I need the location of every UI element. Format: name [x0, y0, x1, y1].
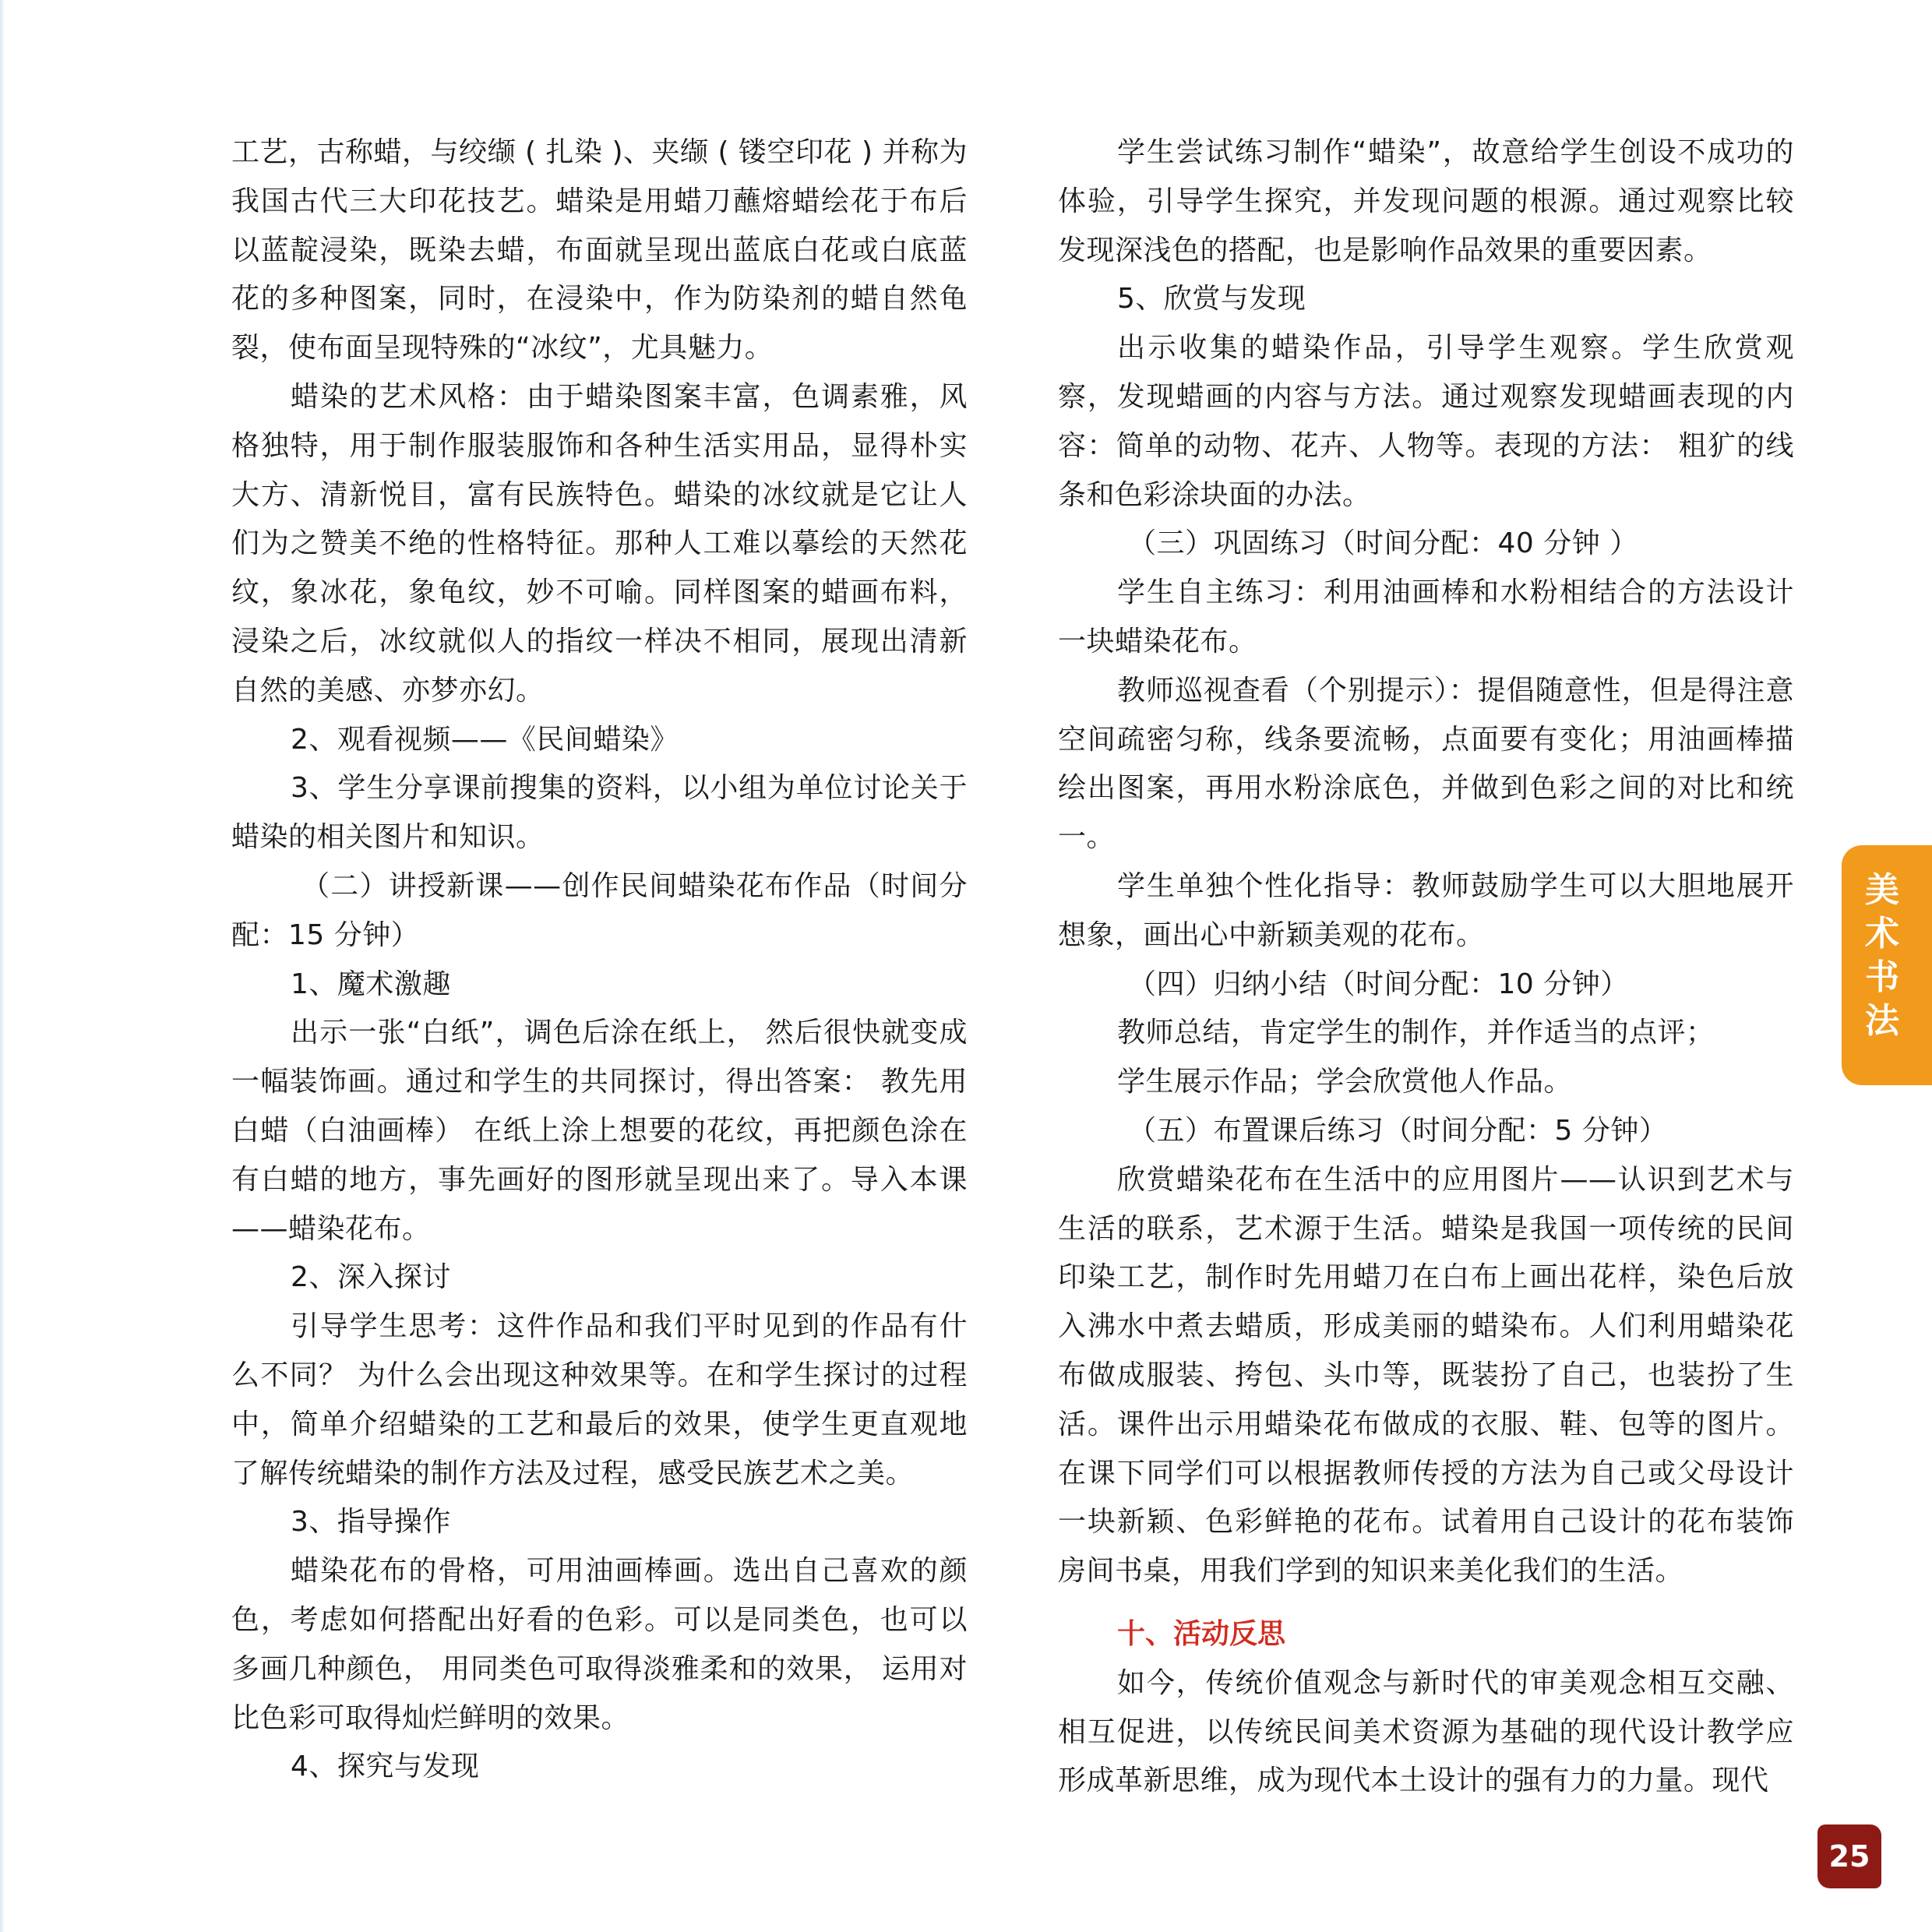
paragraph: 学生展示作品；学会欣赏他人作品。: [1117, 1066, 1573, 1098]
section-heading: （三）巩固练习（时间分配：40 分钟 ）: [1128, 527, 1638, 560]
section-item: 2、观看视频——《民间蜡染》: [291, 723, 679, 756]
paragraph: 教师巡视查看（个别提示）：提倡随意性，但是得注意空间疏密匀称，线条要流畅，点面要有变化；用油画棒描绘出图案，再用水粉涂底色，并做到色彩之间的对比和统一。: [1058, 674, 1794, 854]
paragraph: 蜡染花布的骨格，可用油画棒画。选出自己喜欢的颜色，考虑如何搭配出好看的色彩。可以是同类色，也可以多画几种颜色， 用同类色可取得淡雅柔和的效果， 运用对比色彩可取得灿烂鲜明的效果。: [231, 1555, 968, 1734]
paragraph: 欣赏蜡染花布在生活中的应用图片——认识到艺术与生活的联系，艺术源于生活。蜡染是我国一项传统的民间印染工艺，制作时先用蜡刀在白布上画出花样，染色后放入沸水中煮去蜡质，形成美丽的蜡染布。人们利用蜡染花布做成服装、挎包、头巾等，既装扮了自己，也装扮了生活。课件出示用蜡染花布做成的衣服、鞋、包等的图片。在课下同学们可以根据教师传授的方法为自己或父母设计一块新颖、色彩鲜艳的花布。试着用自己设计的花布装饰房间书桌，用我们学到的知识来美化我们的生活。: [1058, 1163, 1794, 1588]
tab-char: 法: [1865, 1001, 1899, 1041]
paragraph: 出示收集的蜡染作品，引导学生观察。学生欣赏观察，发现蜡画的内容与方法。通过观察发现蜡画表现的内容：简单的动物、花卉、人物等。表现的方法： 粗犷的线条和色彩涂块面的办法。: [1058, 332, 1794, 511]
section-item: 5、欣赏与发现: [1117, 283, 1306, 316]
tab-char: 书: [1865, 957, 1899, 997]
paragraph: 如今，传统价值观念与新时代的审美观念相互交融、相互促进，以传统民间美术资源为基础的现代设计教学应形成革新思维，成为现代本土设计的强有力的力量。现代: [1058, 1666, 1794, 1797]
page-edge-strip: [0, 0, 5, 1932]
paragraph: 引导学生思考：这件作品和我们平时见到的作品有什么不同？ 为什么会出现这种效果等。在和学生探讨的过程中，简单介绍蜡染的工艺和最后的效果，使学生更直观地了解传统蜡染的制作方法及过程，感受民族艺术之美。: [231, 1310, 968, 1490]
section-item: 3、学生分享课前搜集的资料，以小组为单位讨论关于蜡染的相关图片和知识。: [231, 772, 968, 854]
reflection-heading: 十、活动反思: [1117, 1617, 1286, 1650]
paragraph: 工艺，古称蜡，与绞缬 ( 扎染 )、夹缬 ( 镂空印花 ) 并称为我国古代三大印花技艺。蜡染是用蜡刀蘸熔蜡绘花于布后以蓝靛浸染，既染去蜡，布面就呈现出蓝底白花或白底蓝花的多种图案，同时，在浸染中，作为防染剂的蜡自然龟裂，使布面呈现特殊的“冰纹”，尤具魅力。: [231, 136, 968, 365]
section-heading: （四）归纳小结（时间分配：10 分钟）: [1128, 968, 1629, 1000]
paragraph: 出示一张“白纸”，调色后涂在纸上， 然后很快就变成一幅装饰画。通过和学生的共同探讨，得出答案： 教先用白蜡（白油画棒） 在纸上涂上想要的花纹，再把颜色涂在有白蜡的地方，事先画好的图形就呈现出来了。导入本课——蜡染花布。: [231, 1017, 968, 1245]
section-item: 4、探究与发现: [291, 1750, 480, 1783]
right-text-column: [1058, 129, 1794, 1806]
paragraph: 学生自主练习：利用油画棒和水粉相结合的方法设计一块蜡染花布。: [1058, 576, 1794, 658]
section-item: 2、深入探讨: [291, 1261, 451, 1294]
left-text-column: [231, 129, 968, 1792]
section-tab-art-calligraphy: [1842, 845, 1932, 1085]
paragraph: 学生尝试练习制作“蜡染”，故意给学生创设不成功的体验，引导学生探究，并发现问题的根源。通过观察比较发现深浅色的搭配，也是影响作品效果的重要因素。: [1058, 136, 1794, 266]
section-heading: （五）布置课后练习（时间分配：5 分钟）: [1128, 1114, 1668, 1147]
section-heading: （二）讲授新课——创作民间蜡染花布作品（时间分配：15 分钟）: [231, 869, 968, 951]
paragraph: 教师总结，肯定学生的制作，并作适当的点评；: [1117, 1017, 1715, 1049]
paragraph: 学生单独个性化指导：教师鼓励学生可以大胆地展开想象，画出心中新颖美观的花布。: [1058, 869, 1794, 951]
section-item: 3、指导操作: [291, 1506, 451, 1539]
page-number-badge: 25: [1817, 1824, 1881, 1888]
paragraph: 蜡染的艺术风格：由于蜡染图案丰富，色调素雅，风格独特，用于制作服装服饰和各种生活实用品，显得朴实大方、清新悦目，富有民族特色。蜡染的冰纹就是它让人们为之赞美不绝的性格特征。那种人工难以摹绘的天然花纹，象冰花，象龟纹，妙不可喻。同样图案的蜡画布料，浸染之后，冰纹就似人的指纹一样决不相同，展现出清新自然的美感、亦梦亦幻。: [231, 380, 968, 707]
tab-char: 美: [1865, 870, 1899, 910]
tab-char: 术: [1865, 914, 1899, 954]
section-item: 1、魔术激趣: [291, 968, 451, 1000]
